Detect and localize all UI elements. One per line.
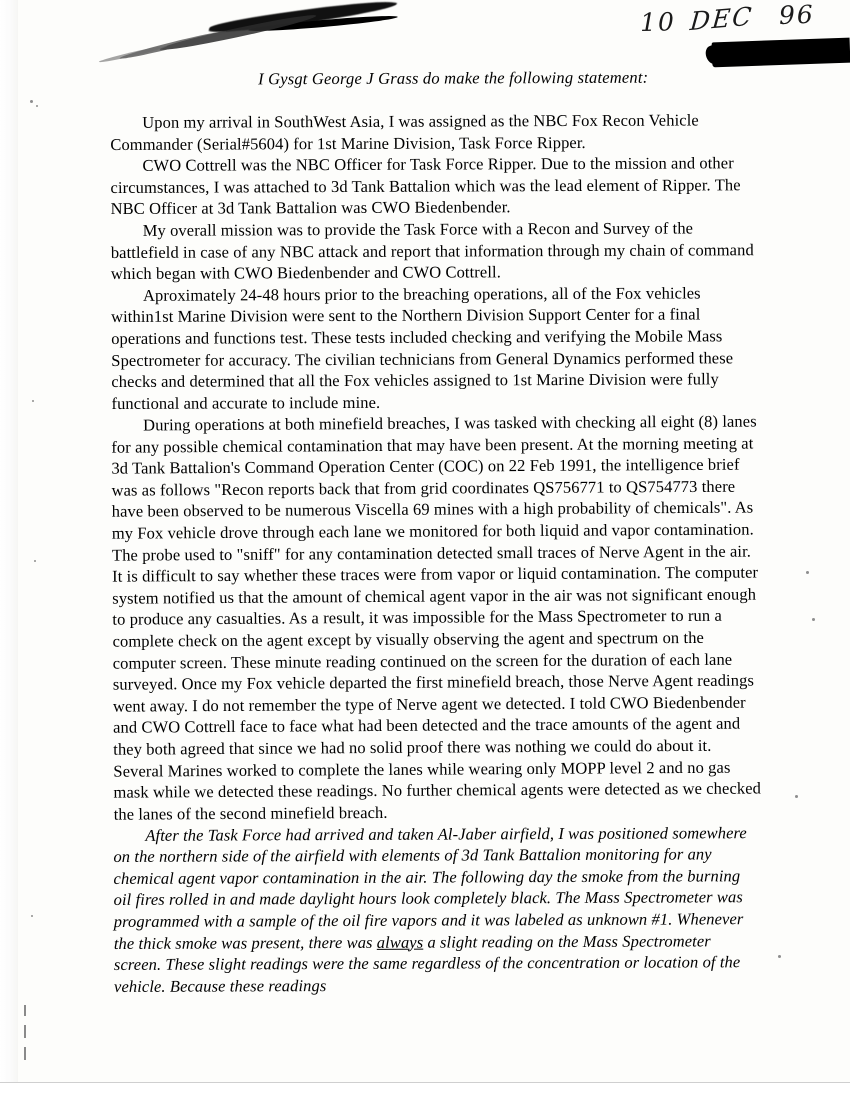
- scan-left-edge: [0, 0, 18, 1099]
- scan-bottom-edge: [0, 1082, 850, 1099]
- redaction-bar: [712, 38, 850, 68]
- handwritten-date: [639, 0, 815, 38]
- scan-speck: [34, 560, 36, 562]
- paragraph-5: During operations at both minefield breaches, I was tasked with checking all eight (8) lanes for any possible chemical contamination that may have been present. At the morning meeting at 3d Tank Battalion's Command Operation Center (COC) on 22 Feb 1991, the intelligence brief was as follows "Recon reports back that from grid coordinates QS756771 to QS754773 there have been observed to be numerous Viscella 69 mines with a high probability of chemicals". As my Fox vehicle drove through each lane we monitored for both liquid and vapor contamination. The probe used to "sniff" for any contamination detected small traces of Nerve Agent in the air. It is difficult to say whether these traces were from vapor or liquid contamination. The computer system notified us that the amount of chemical agent vapor in the air was not significant enough to produce any casualties. As a result, it was impossible for the Mass Spectrometer to run a complete check on the agent except by visually observing the agent and spectrum on the computer screen. These minute reading continued on the screen for the duration of each lane surveyed. Once my Fox vehicle departed the first minefield breach, those Nerve Agent readings went away. I do not remember the type of Nerve agent we detected. I told CWO Biedenbender and CWO Cottrell face to face what had been detected and the trace amounts of the agent and they both agreed that since we had no solid proof there was nothing we could do about it. Several Marines worked to complete the lanes while wearing only MOPP level 2 and no gas mask while we detected these readings. No further chemical agents were detected as we checked the lanes of the second minefield breach.: [111, 411, 762, 824]
- scan-speck: [806, 571, 809, 574]
- ink-smear-artifact: [98, 8, 398, 70]
- scan-speck: [778, 955, 781, 958]
- scan-edge-tick-marks: [24, 1005, 26, 1063]
- scan-speck: [31, 915, 33, 917]
- scan-speck: [36, 105, 38, 107]
- document-text-body: [110, 67, 762, 997]
- scan-speck: [795, 795, 798, 798]
- scan-speck: [812, 618, 815, 621]
- paragraph-6: After the Task Force had arrived and taken Al-Jaber airfield, I was positioned somewhere on the northern side of the airfield with elements of 3d Tank Battalion monitoring for any chemical agent vapor contamination in the air. The following day the smoke from the burning oil fires rolled in and made daylight hours look completely black. The Mass Spectrometer was programmed with a sample of the oil fire vapors and it was labeled as unknown #1. Whenever the thick smoke was present, there was always a slight reading on the Mass Spectrometer screen. These slight readings were the same regardless of the concentration or location of the vehicle. Because these readings: [113, 822, 747, 996]
- scan-speck: [32, 400, 34, 402]
- paragraph-2: CWO Cottrell was the NBC Officer for Task Force Ripper. Due to the mission and other circumstances, I was attached to 3d Tank Battalion which was the lead element of Ripper. The NBC Officer at 3d Tank Battalion was CWO Biedenbender.: [110, 153, 741, 219]
- statement-heading: I Gysgt George J Grass do make the following statement:: [257, 67, 649, 89]
- paragraph-3: My overall mission was to provide the Task Force with a Recon and Survey of the battlefield in case of any NBC attack and report that information through my chain of command which began with CWO Biedenbender and CWO Cottrell.: [110, 218, 754, 284]
- handwritten-date-month: DEC: [688, 1, 755, 37]
- handwritten-date-day: 10: [639, 7, 677, 37]
- paragraph-4: Aproximately 24-48 hours prior to the breaching operations, all of the Fox vehicles within1st Marine Division were sent to the Northern Division Support Center for a final operations and functions test. These tests included checking and verifying the Mobile Mass Spectrometer for accuracy. The civilian technicians from General Dynamics performed these checks and determined that all the Fox vehicles assigned to 1st Marine Division were fully functional and accurate to include mine.: [111, 283, 734, 413]
- paragraph-1: Upon my arrival in SouthWest Asia, I was assigned as the NBC Fox Recon Vehicle Commander (Serial#5604) for 1st Marine Division, Task Force Ripper.: [110, 110, 699, 154]
- handwritten-date-year: 96: [778, 0, 816, 30]
- scan-speck: [30, 100, 33, 103]
- underlined-word: always: [376, 932, 424, 952]
